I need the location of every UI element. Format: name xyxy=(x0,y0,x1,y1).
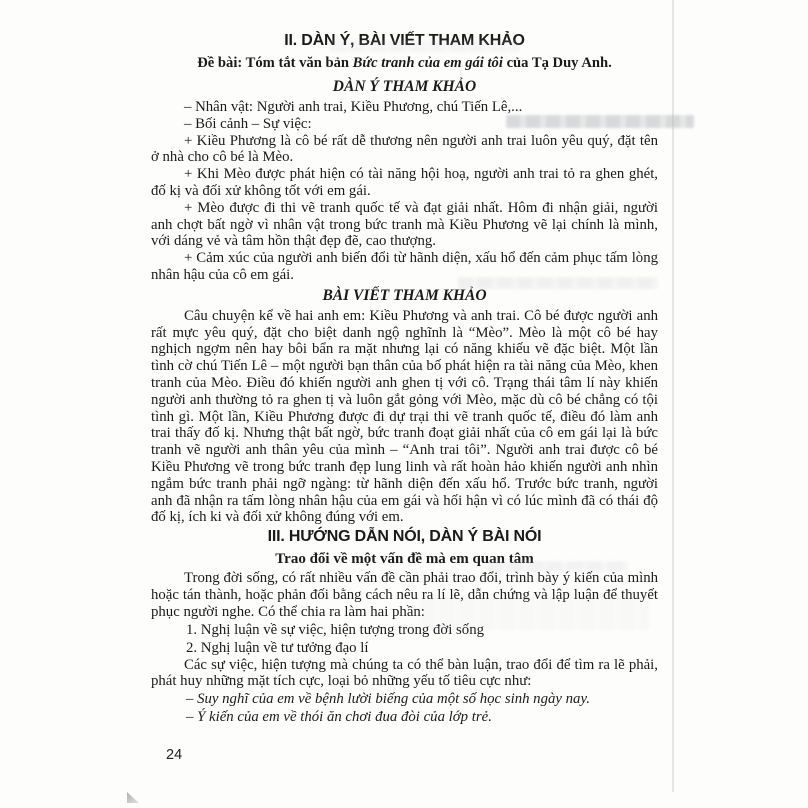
page-number: 24 xyxy=(166,747,183,763)
essay-topic-line xyxy=(151,52,658,75)
section-3-heading: III. HƯỚNG DẪN NÓI, DÀN Ý BÀI NÓI xyxy=(267,528,542,546)
scan-artifact-bleedthrough xyxy=(488,561,628,572)
scan-artifact-bleedthrough xyxy=(458,277,658,289)
discussion-type-item: 1. Nghị luận về sự việc, hiện tượng trong đời sống xyxy=(186,621,484,638)
reference-essay-text: Câu chuyện kể về hai anh em: Kiều Phương và anh trai. Cô bé được người anh rất mực yêu quý, đặt cho biệt danh ngộ nghĩnh là “Mèo”. Mèo là một cô bé hay nghịch ngợm nên hay bôi bẩn ra mặt nhưng lại có năng khiếu vẽ đặc biệt. Một lần tình cờ chú Tiến Lê – một người bạn thân của bố phát hiện ra tài năng của Mèo, khen tranh của Mèo. Điều đó khiến người anh ghen tị với cô. Trạng thái tâm lí này khiến người anh thường tỏ ra ghen tị và luôn gắt gỏng với Mèo, mặc dù cô bé chẳng có tội tình gì. Một lần, Kiều Phương được đi dự trại thi vẽ tranh quốc tế, điều đó làm anh trai thấy đố kị. Nhưng thật bất ngờ, bức tranh đoạt giải nhất của cô em gái lại là bức tranh vẽ người anh thân yêu của mình – “Anh trai tôi”. Người anh trai được cô bé Kiều Phương vẽ trong bức tranh đẹp lung linh và rất hoàn hảo khiến người anh nhìn ngắm bức tranh phải ngỡ ngàng: từ hãnh diện đến xấu hổ. Trước bức tranh, người anh đã nhận ra tấm lòng nhân hậu của em gái và hối hận vì có lúc mình đã có thái độ đố kị, ích ki và đối xử không đúng với em. xyxy=(151,307,658,526)
scan-artifact-bleedthrough xyxy=(506,115,694,128)
outline-item: – Bối cảnh – Sự việc: xyxy=(184,115,312,132)
topic-suffix: của Tạ Duy Anh. xyxy=(502,55,612,71)
outline-item: – Nhân vật: Người anh trai, Kiều Phương, chú Tiến Lê,... xyxy=(184,99,523,115)
outline-item: + Cảm xúc của người anh biến đổi từ hãnh diện, xấu hổ đến cảm phục tấm lòng nhân hậu của cô em gái. xyxy=(151,250,658,283)
discussion-type-item: 2. Nghị luận về tư tưởng đạo lí xyxy=(186,639,369,656)
topic-prefix: Đề bài: Tóm tắt văn bản xyxy=(197,55,353,71)
outline-item: + Mèo được đi thi vẽ tranh quốc tế và đạt giải nhất. Hôm đi nhận giải, người anh chợt bất ngờ vì nhân vật trong bức tranh mà Kiều Phương vẽ lại chính là mình, với dáng vẻ và tâm hồn thật đẹp đẽ, cao thượng. xyxy=(151,199,658,250)
speaking-body-paragraph: Các sự việc, hiện tượng mà chúng ta có thể bàn luận, trao đổi để tìm ra lẽ phải, phát huy những mặt tích cực, loại bỏ những yếu tố tiêu cực như: xyxy=(151,656,658,690)
outline-item: + Khi Mèo được phát hiện có tài năng hội hoạ, người anh trai tỏ ra ghen ghét, đố kị và đối xử không tốt với em gái. xyxy=(151,166,658,199)
scan-artifact-corner xyxy=(127,792,139,803)
topic-work-title: Bức tranh của em gái tôi xyxy=(352,55,503,71)
reference-essay-heading: BÀI VIẾT THAM KHẢO xyxy=(322,286,487,304)
speaking-topic-subheading: Trao đổi về một vấn đề mà em quan tâm xyxy=(275,551,534,568)
example-topics-list xyxy=(151,690,658,726)
section-2-heading: II. DÀN Ý, BÀI VIẾT THAM KHẢO xyxy=(284,32,525,49)
outline-item: + Kiều Phương là cô bé rất dễ thương nên người anh trai luôn yêu quý, đặt tên ở nhà cho cô bé là Mèo. xyxy=(151,132,658,166)
outline-heading: DÀN Ý THAM KHẢO xyxy=(332,78,477,95)
example-topic-item: – Suy nghĩ của em về bệnh lười biếng của một số học sinh ngày nay. xyxy=(186,691,590,708)
scan-artifact-bleedthrough xyxy=(420,596,650,630)
scan-artifact-bleedthrough xyxy=(330,40,520,52)
example-topic-item: – Ý kiến của em về thói ăn chơi đua đòi của lớp trẻ. xyxy=(186,709,492,726)
speaking-intro-paragraph: Trong đời sống, có rất nhiều vấn đề cần phải trao đổi, trình bày ý kiến của mình hoặc tán thành, hoặc phản đối bằng cách nêu ra lí lẽ, dẫn chứng và lập luận để thuyết phục người nghe. Có thể chia ra làm hai phần: xyxy=(151,570,658,620)
